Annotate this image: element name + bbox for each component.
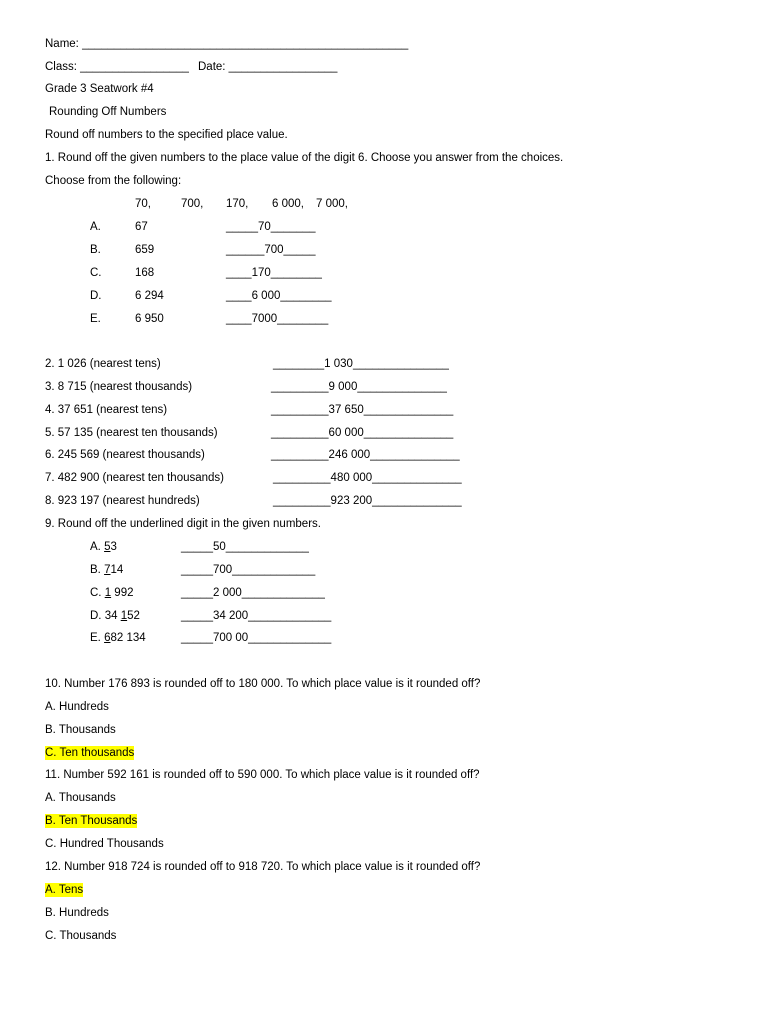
q9-item-answer: _____700_____________ — [181, 564, 316, 576]
q9-item-post: 14 — [110, 564, 124, 576]
q5-prompt: 5. 57 135 (nearest ten thousands) — [45, 427, 218, 439]
q10-option: B. Thousands — [45, 724, 116, 736]
q12-option-highlighted: A. Tens — [45, 884, 84, 896]
q1-choice: 70, — [135, 198, 151, 210]
q6-answer: _________246 000______________ — [271, 449, 460, 461]
q9-item — [90, 609, 140, 623]
q1-item-number: 67 — [135, 221, 148, 233]
q1-item-answer: ______700_____ — [226, 244, 316, 256]
q9-underlined-digit: 1 — [104, 587, 112, 599]
q6-prompt: 6. 245 569 (nearest thousands) — [45, 449, 205, 461]
q9-underlined-digit: 1 — [120, 610, 128, 622]
q1-choice: 700, — [181, 198, 204, 210]
q4-answer: _________37 650______________ — [271, 404, 454, 416]
q1-item-letter: E. — [90, 313, 101, 325]
q10-option-highlighted: C. Ten thousands — [45, 747, 135, 759]
q1-item-number: 6 950 — [135, 313, 164, 325]
q9-item — [90, 631, 146, 645]
q1-item-answer: ____7000________ — [226, 313, 329, 325]
q1-item-answer: ____6 000________ — [226, 290, 332, 302]
q1-choose-label: Choose from the following: — [45, 175, 182, 187]
q9-item — [90, 586, 134, 600]
q8-prompt: 8. 923 197 (nearest hundreds) — [45, 495, 200, 507]
q1-choice: 6 000, — [272, 198, 304, 210]
q8-answer: _________923 200______________ — [273, 495, 462, 507]
q11-option-highlighted: B. Ten Thousands — [45, 815, 138, 827]
q1-item-letter: C. — [90, 267, 102, 279]
worksheet-subtitle: Rounding Off Numbers — [49, 106, 167, 118]
q1-item-number: 168 — [135, 267, 155, 279]
q2-prompt: 2. 1 026 (nearest tens) — [45, 358, 161, 370]
q9-prompt: 9. Round off the underlined digit in the given numbers. — [45, 518, 321, 530]
q11-prompt: 11. Number 592 161 is rounded off to 590 000. To which place value is it rounded off? — [45, 769, 480, 781]
q1-item-letter: A. — [90, 221, 101, 233]
q10-option: A. Hundreds — [45, 701, 109, 713]
worksheet-title: Grade 3 Seatwork #4 — [45, 83, 154, 95]
q3-prompt: 3. 8 715 (nearest thousands) — [45, 381, 193, 393]
q7-prompt: 7. 482 900 (nearest ten thousands) — [45, 472, 225, 484]
q9-item-post: 82 134 — [110, 632, 146, 644]
q9-item-letter: A. — [90, 541, 101, 553]
q11-option: C. Hundred Thousands — [45, 838, 164, 850]
q1-item-answer: _____70_______ — [226, 221, 316, 233]
q3-answer: _________9 000______________ — [271, 381, 447, 393]
q9-underlined-digit: 7 — [104, 564, 111, 576]
q1-choice: 7 000, — [316, 198, 348, 210]
q9-item-letter: E. — [90, 632, 101, 644]
q11-option: A. Thousands — [45, 792, 116, 804]
q1-choice: 170, — [226, 198, 249, 210]
q12-prompt: 12. Number 918 724 is rounded off to 918 720. To which place value is it rounded off? — [45, 861, 481, 873]
q7-answer: _________480 000______________ — [273, 472, 462, 484]
q9-item-post: 992 — [111, 587, 134, 599]
name-line: Name: ___________________________________________________ — [45, 38, 409, 50]
class-line: Class: _________________ — [45, 61, 189, 73]
q9-underlined-digit: 5 — [104, 541, 111, 553]
q9-item — [90, 563, 123, 577]
q9-item-letter: B. — [90, 564, 101, 576]
q1-item-number: 659 — [135, 244, 155, 256]
q9-item-answer: _____700 00_____________ — [181, 632, 332, 644]
q9-item-answer: _____2 000_____________ — [181, 587, 325, 599]
q9-item-post: 3 — [110, 541, 117, 553]
q4-prompt: 4. 37 651 (nearest tens) — [45, 404, 168, 416]
q2-answer: ________1 030_______________ — [273, 358, 449, 370]
q9-item-answer: _____34 200_____________ — [181, 610, 332, 622]
q9-item-pre: 34 — [104, 610, 121, 622]
q9-item-letter: D. — [90, 610, 102, 622]
q1-item-answer: ____170________ — [226, 267, 322, 279]
q9-item-letter: C. — [90, 587, 102, 599]
q1-item-letter: D. — [90, 290, 102, 302]
q1-item-letter: B. — [90, 244, 101, 256]
q1-item-number: 6 294 — [135, 290, 164, 302]
q9-item-post: 52 — [127, 610, 140, 622]
q1-prompt: 1. Round off the given numbers to the place value of the digit 6. Choose you answer from the choices. — [45, 152, 564, 164]
instruction-text: Round off numbers to the specified place value. — [45, 129, 288, 141]
q12-option: C. Thousands — [45, 930, 117, 942]
q5-answer: _________60 000______________ — [271, 427, 454, 439]
q10-prompt: 10. Number 176 893 is rounded off to 180 000. To which place value is it rounded off? — [45, 678, 481, 690]
q12-option: B. Hundreds — [45, 907, 109, 919]
q9-item-answer: _____50_____________ — [181, 541, 309, 553]
q9-underlined-digit: 6 — [104, 632, 111, 644]
q9-item — [90, 540, 117, 554]
date-line: Date: _________________ — [198, 61, 338, 73]
